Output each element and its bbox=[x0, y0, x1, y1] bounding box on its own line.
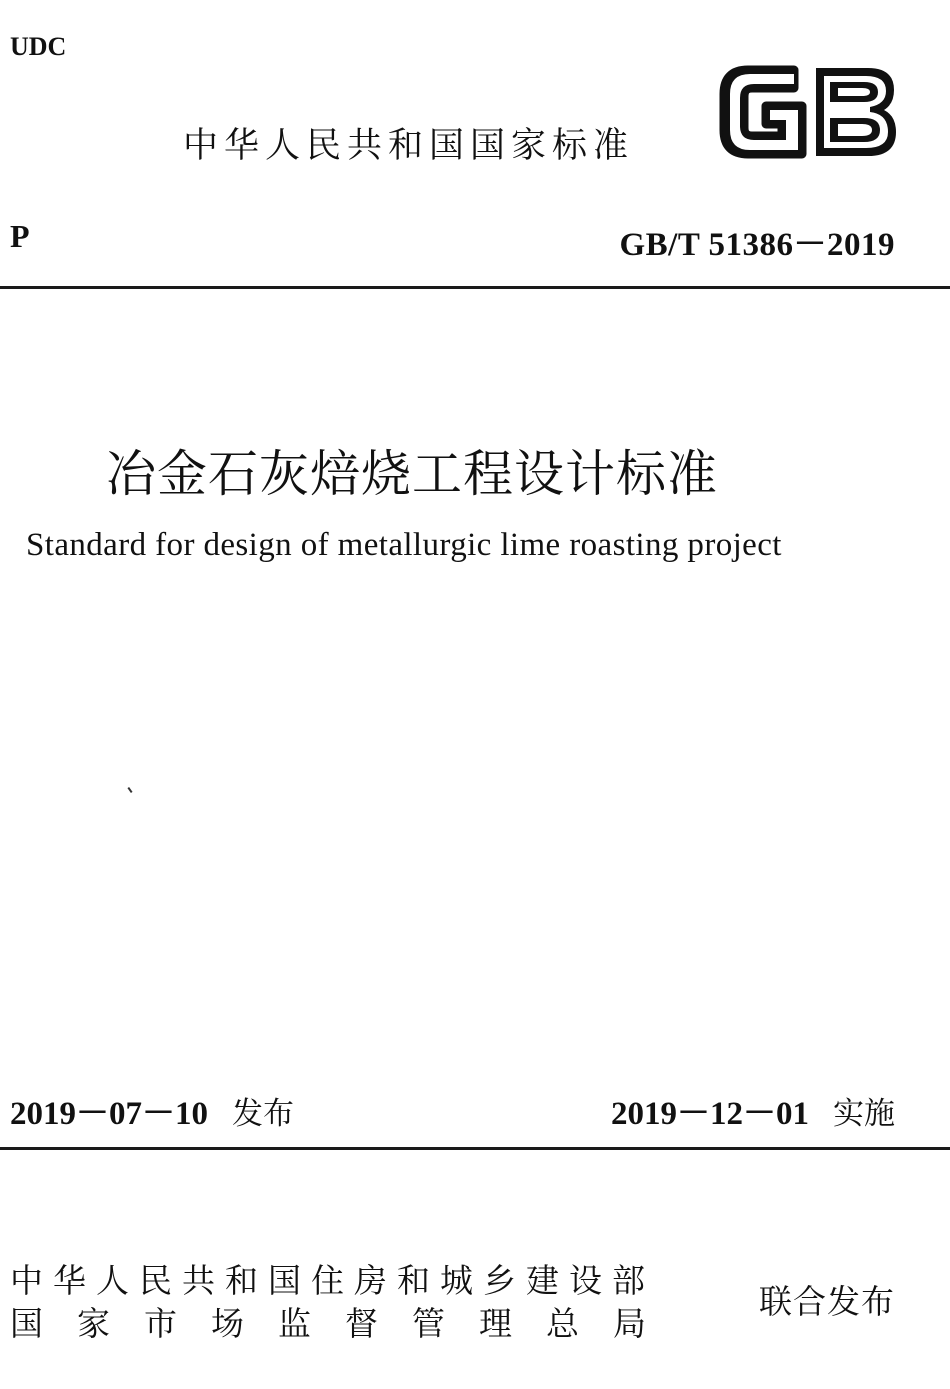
top-divider bbox=[0, 286, 950, 289]
issue-date: 2019－07－10 bbox=[10, 1096, 208, 1132]
bottom-divider bbox=[0, 1147, 950, 1150]
issuer-administration: 国家市场监督管理总局 bbox=[10, 1304, 680, 1343]
category-code: P bbox=[10, 218, 30, 254]
title-chinese: 冶金石灰焙烧工程设计标准 bbox=[106, 445, 718, 503]
gb-logo-icon bbox=[716, 62, 900, 162]
national-standard-heading: 中华人民共和国国家标准 bbox=[183, 126, 635, 166]
udc-label: UDC bbox=[10, 32, 67, 61]
stray-mark bbox=[127, 787, 132, 793]
title-english: Standard for design of metallurgic lime roasting project bbox=[26, 527, 782, 563]
issuer-ministry: 中华人民共和国住房和城乡建设部 bbox=[10, 1261, 655, 1300]
issue-word: 发布 bbox=[232, 1096, 294, 1132]
standard-number: GB/T 51386－2019 bbox=[619, 227, 895, 263]
implement-date: 2019－12－01 bbox=[611, 1096, 809, 1132]
issue-date-line bbox=[10, 1087, 294, 1134]
gb-logo bbox=[716, 62, 900, 162]
joint-issue-label: 联合发布 bbox=[759, 1282, 895, 1321]
implement-date-line bbox=[611, 1087, 895, 1134]
implement-word: 实施 bbox=[833, 1096, 895, 1132]
